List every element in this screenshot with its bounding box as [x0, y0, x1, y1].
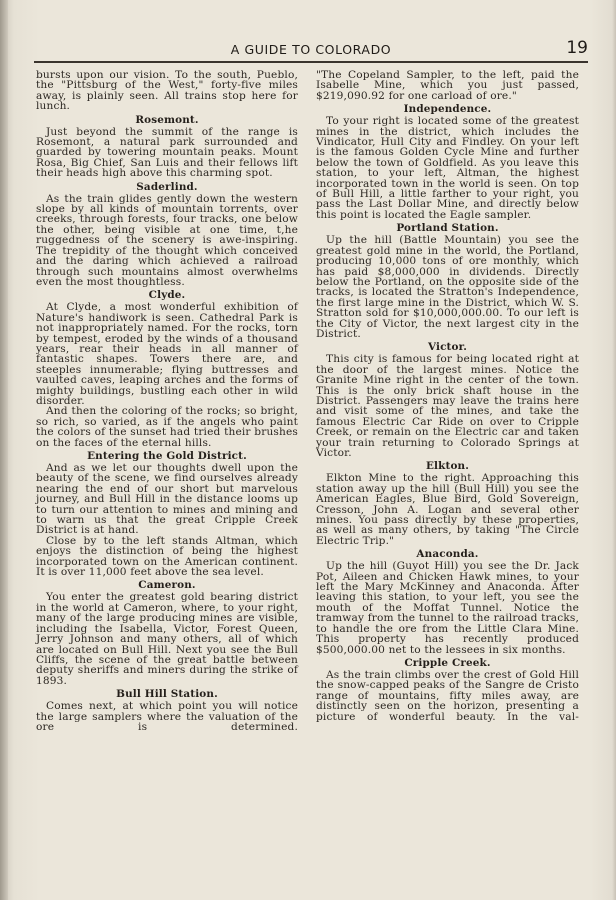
- paragraph: "The Copeland Sampler, to the left, paid the Isabelle Mine, which you just passed, $219,090.92 for one carload of ore.": [316, 69, 579, 102]
- page-header: [34, 38, 588, 62]
- left-column: [36, 70, 298, 732]
- paragraph: Close by to the left stands Altman, which enjoys the distinction of being the highest incorporated town on the American continent. It is over 11,000 feet above the sea level.: [36, 534, 298, 579]
- section-heading: Portland Station.: [396, 222, 499, 235]
- page-number: 19: [566, 38, 588, 58]
- running-title: A GUIDE TO COLORADO: [230, 42, 392, 57]
- section-heading: Bull Hill Station.: [116, 688, 218, 701]
- section-heading: Entering the Gold District.: [87, 450, 247, 462]
- section-heading: Clyde.: [148, 289, 186, 302]
- header-rule: [34, 61, 588, 63]
- paragraph: Up the hill (Battle Mountain) you see the greatest gold mine in the world, the Portland, producing 10,000 tons of ore monthly, which has paid $8,000,000 in dividends. Directly below the Portland, on the opposite side of the tracks, is located the Stratton's Independence, the first large mine in the District, which W. S. Stratton sold for $10,000,000.00. To our left is the City of Victor, the next largest city in the District.: [316, 234, 579, 340]
- paragraph: At Clyde, a most wonderful exhibition of Nature's handiwork is seen. Cathedral Park is not inappropriately named. For the rocks, torn by tempest, eroded by the winds of a thousand years, rear their heads in all manner of fantastic shapes. Towers there are, and steeples innumerable; flying buttresses and vaulted caves, leaping arches and the forms of mighty buildings, bustling each other in wild disorder.: [36, 301, 298, 407]
- section-heading: Victor.: [427, 341, 468, 354]
- section-heading: Rosemont.: [135, 113, 199, 126]
- section-heading: Cameron.: [138, 579, 196, 592]
- section-heading: Saderlind.: [136, 180, 198, 193]
- section-heading: Independence.: [403, 103, 492, 116]
- paragraph: As the train climbs over the crest of Gold Hill the snow-capped peaks of the Sangre de Cristo range of mountains, fifty miles away, are distinctly seen on the horizon, presenting a picture of wonderful beauty. In the val-: [316, 668, 579, 723]
- paragraph: To your right is located some of the greatest mines in the district, which includes the Vindicator, Hull City and Findley. On your left is the famous Golden Cycle Mine and further below the town of Goldfield. As you leave this station, to your left, Altman, the highest incorporated town in the world is seen. On top of Bull Hill, a little farther to your right, you pass the Last Dollar Mine, and directly below this point is located the Eagle sampler.: [316, 115, 579, 221]
- section-heading: Elkton.: [425, 460, 470, 473]
- paragraph: Comes next, at which point you will notice the large samplers where the valuation of the ore is determined.: [36, 700, 298, 733]
- paragraph: As the train glides gently down the western slope by all kinds of mountain torrents, over creeks, through forests, four tracks, one below the other, being visible at one time, t,he ruggedness of the scenery is awe-inspiring. The trepidity of the thought which conceived and the daring which achieved a railroad through such mountains almost overwhelms even the most thoughtless.: [36, 192, 298, 288]
- paragraph: Up the hill (Guyot Hill) you see the Dr. Jack Pot, Aileen and Chicken Hawk mines, to your left the Mary McKinney and Anaconda. After leaving this station, to your left, you see the mouth of the Moffat Tunnel. Notice the tramway from the tunnel to the railroad tracks, to handle the ore from the Little Clara Mine. This property has recently produced $500,000.00 net to the lessees in six months.: [316, 560, 579, 656]
- paragraph: You enter the greatest gold bearing district in the world at Cameron, where, to your right, many of the large producing mines are visible, including the Isabella, Victor, Forest Queen, Jerry Johnson and many others, all of which are located on Bull Hill. Next you see the Bull Cliffs, the scene of the great battle between deputy sheriffs and miners during the strike of 1893.: [36, 591, 298, 687]
- right-column: [316, 70, 579, 722]
- page-binding-shadow: [0, 0, 8, 900]
- paragraph: And then the coloring of the rocks; so bright, so rich, so varied, as if the angels who paint the colors of the sunset had tried their brushes on the faces of the eternal hills.: [36, 405, 298, 449]
- paragraph: Just beyond the summit of the range is Rosemont, a natural park surrounded and guarded by towering mountain peaks. Mount Rosa, Big Chief, San Luis and their fellows lift their heads high above this charming spot.: [36, 125, 298, 180]
- paragraph: Elkton Mine to the right. Approaching this station away up the hill (Bull Hill) you see the American Eagles, Blue Bird, Gold Sovereign, Cresson, John A. Logan and several other mines. You pass directly by these properties, as well as many others, by taking "The Circle Electric Trip.": [316, 472, 579, 547]
- paragraph: And as we let our thoughts dwell upon the beauty of the scene, we find ourselves already nearing the end of our short but marvelous journey, and Bull Hill in the distance looms up to turn our attention to mines and mining and to warn us that the great Cripple Creek District is at hand.: [36, 462, 298, 537]
- section-heading: Cripple Creek.: [404, 656, 491, 669]
- section-heading: Anaconda.: [416, 548, 479, 561]
- paragraph: bursts upon our vision. To the south, Pueblo, the "Pittsburg of the West," forty-five miles away, is plainly seen. All trains stop here for lunch.: [36, 69, 298, 113]
- paragraph: This city is famous for being located right at the door of the largest mines. Notice the Granite Mine right in the center of the town. This is the only brick shaft house in the District. Passengers may leave the trains here and visit some of the mines, and take the famous Electric Car Ride on over to Cripple Creek, or remain on the Electric car and taken your train returning to Colorado Springs at Victor.: [316, 353, 579, 459]
